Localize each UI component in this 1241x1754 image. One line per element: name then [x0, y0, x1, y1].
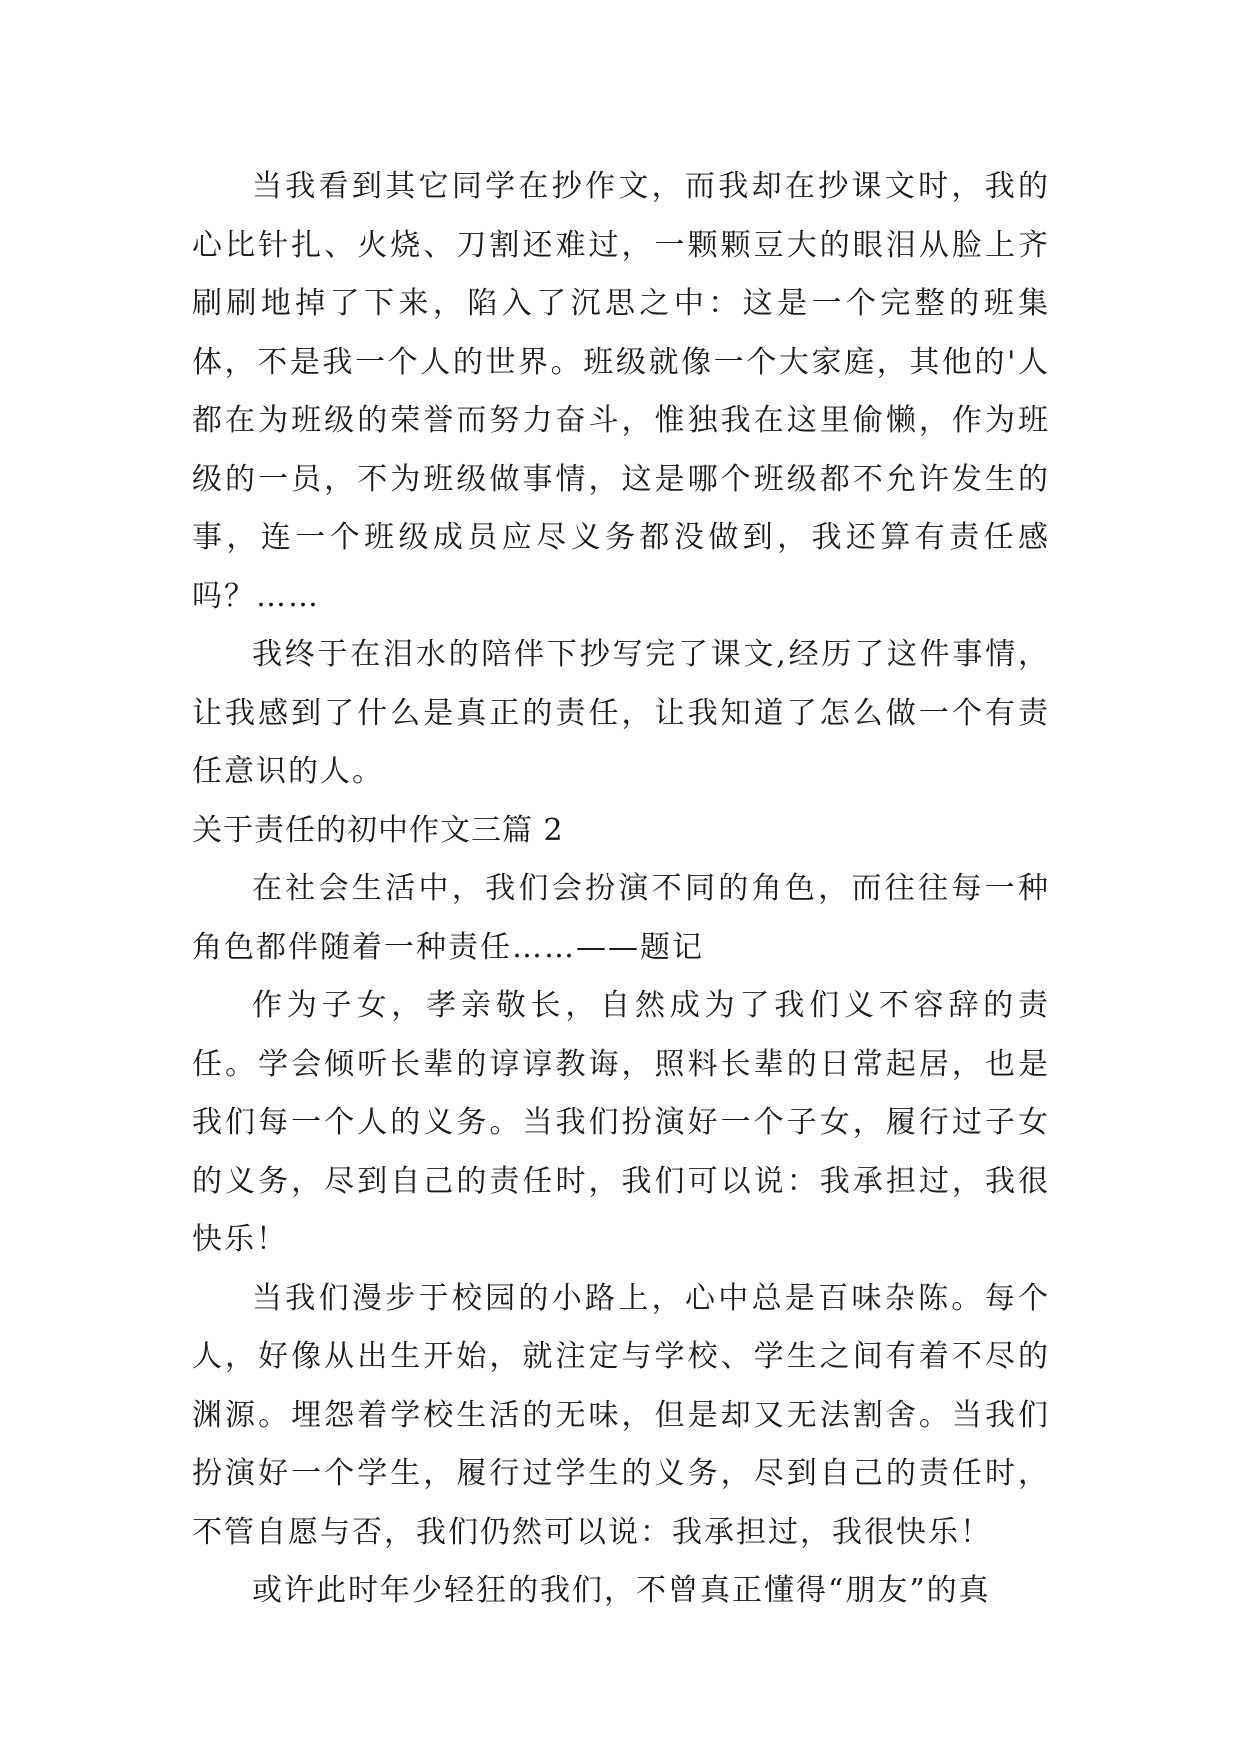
paragraph-friendship: 或许此时年少轻狂的我们，不曾真正懂得“朋友”的真 — [252, 1573, 991, 1608]
essay-heading: 关于责任的初中作文三篇 2 — [192, 812, 564, 848]
paragraph-student-duty: 当我们漫步于校园的小路上，心中总是百味杂陈。每个人，好像从出生开始，就注定与学校、学生之间有着不尽的渊源。埋怨着学校生活的无味，但是却又无法割舍。当我们扮演好一个学生，履行过学生的义务，尽到自己的责任时，不管自愿与否，我们仍然可以说：我承担过，我很快乐！ — [192, 1280, 1050, 1550]
document-page — [192, 158, 1050, 1621]
paragraph-shame-reflection: 当我看到其它同学在抄作文，而我却在抄课文时，我的心比针扎、火烧、刀割还难过，一颗颗豆大的眼泪从脸上齐刷刷地掉了下来，陷入了沉思之中：这是一个完整的班集体，不是我一个人的世界。班级就像一个大家庭，其他的'人都在为班级的荣誉而努力奋斗，惟独我在这里偷懒，作为班级的一员，不为班级做事情，这是哪个班级都不允许发生的事，连一个班级成员应尽义务都没做到，我还算有责任感吗？…… — [192, 169, 1050, 614]
paragraph-epigraph: 在社会生活中，我们会扮演不同的角色，而往往每一种角色都伴随着一种责任……——题记 — [192, 871, 1050, 965]
paragraph-child-duty: 作为子女，孝亲敬长，自然成为了我们义不容辞的责任。学会倾听长辈的谆谆教诲，照料长辈的日常起居，也是我们每一个人的义务。当我们扮演好一个子女，履行过子女的义务，尽到自己的责任时，我们可以说：我承担过，我很快乐！ — [192, 988, 1050, 1257]
paragraph-lesson-learned: 我终于在泪水的陪伴下抄写完了课文,经历了这件事情，让我感到了什么是真正的责任，让我知道了怎么做一个有责任意识的人。 — [192, 637, 1050, 789]
